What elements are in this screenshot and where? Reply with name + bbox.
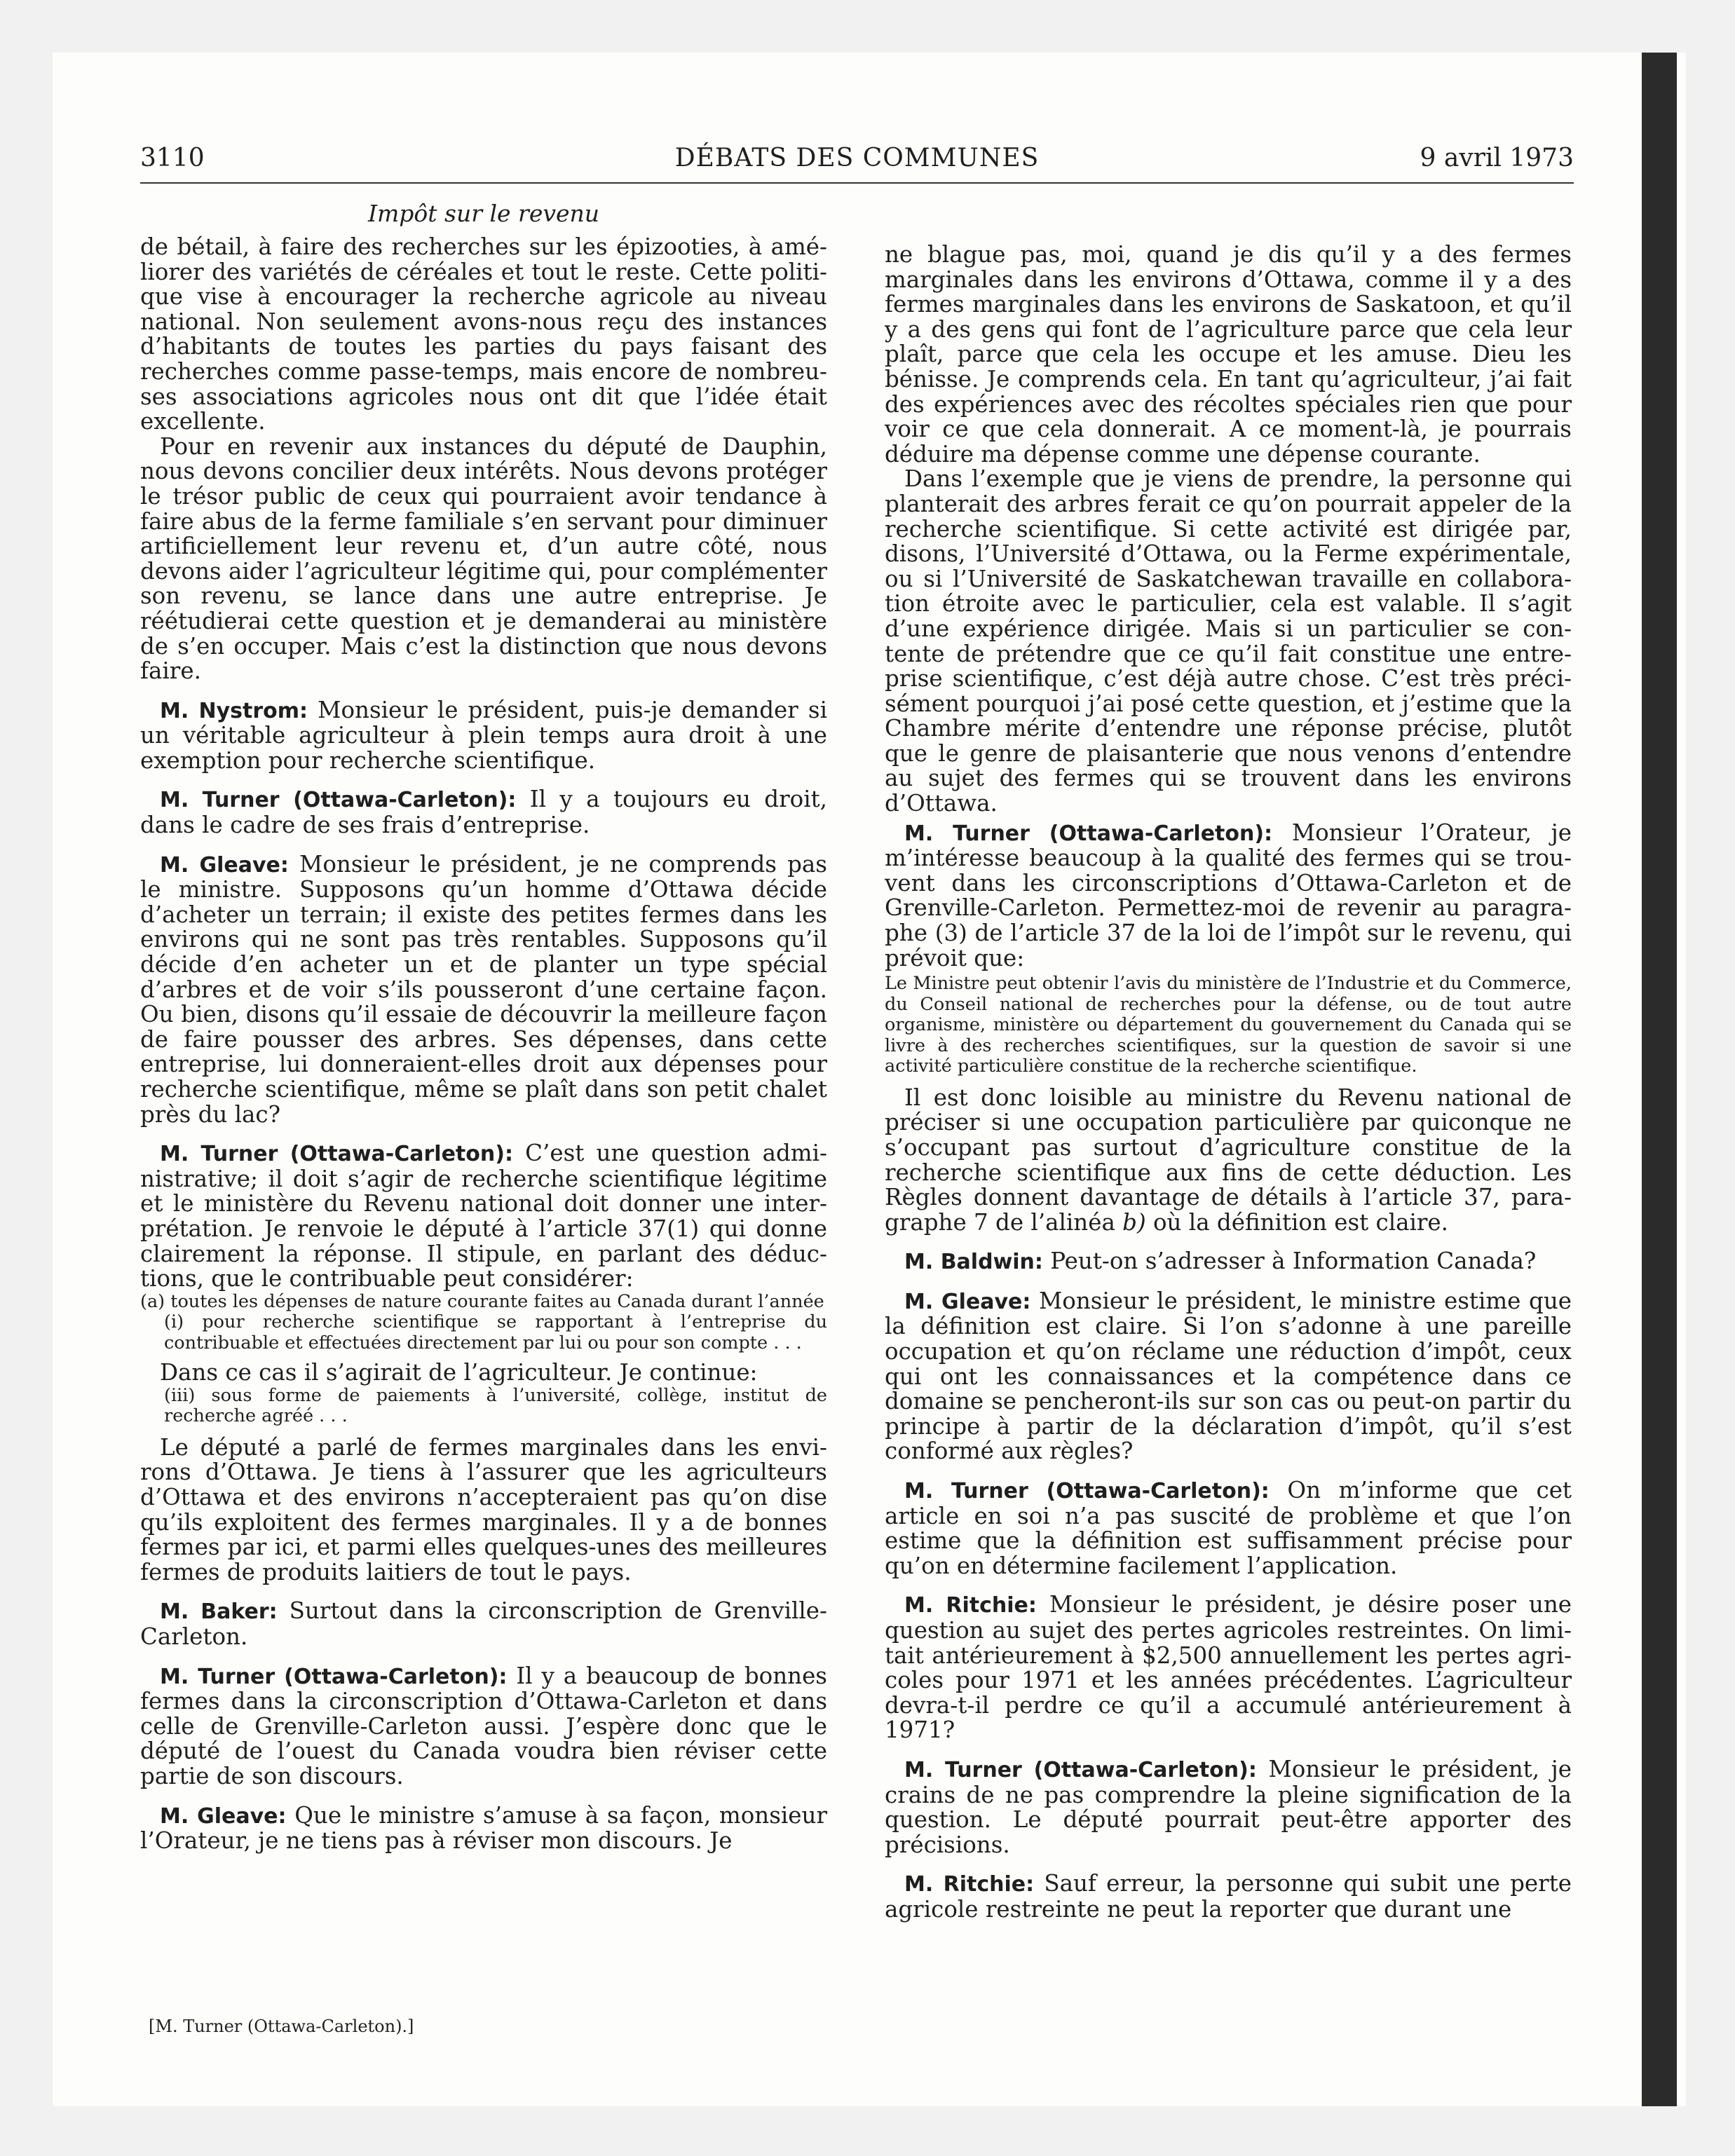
scan-edge-shadow	[1642, 53, 1677, 2106]
speaker-name: M. Baker:	[160, 1599, 278, 1625]
statute-quote: (a) toutes les dépenses de nature courante faites au Canada durant l’année	[140, 1290, 824, 1312]
speech	[885, 1871, 1572, 1922]
speaker-name: M. Turner (Ottawa-Carleton):	[904, 1757, 1257, 1782]
speaker-name: M. Turner (Ottawa-Carleton):	[160, 1664, 508, 1689]
speech-text: Il y a beaucoup de bonnes fermes dans la circonscription d’Ottawa-Carleton et dans celle de Grenville-Carleton aussi. J’espère donc que le député de l’ouest du Canada voudra bien réviser cette partie de son discours.	[140, 1662, 827, 1789]
paragraph: de bétail, à faire des recherches sur les épizooties, à améliorer des variétés de céréales et tout le reste. Cette politique vise à encourager la recherche agricole au niveau national. Non seulement avons-nous reçu des instances d’habitants de toutes les parties du pays faisant des recherches comme passe-temps, mais encore de nombreuses associations agricoles nous ont dit que l’idée était excellente.	[140, 233, 827, 435]
speech	[885, 1592, 1572, 1743]
left-column	[140, 235, 827, 1854]
statute-quote: (iii) sous forme de paiements à l’université, collège, institut de recherche agréé . . .	[164, 1384, 827, 1427]
publication-title: DÉBATS DES COMMUNES	[674, 144, 1040, 172]
speech-text: Que le ministre s’amuse à sa façon, monsieur l’Orateur, je ne tiens pas à réviser mon discours. Je	[140, 1801, 827, 1855]
speech-text: C’est une question administrative; il doit s’agir de recherche scientifique légitime et le ministère du Revenu national doit donner une interprétation. Je renvoie le député à l’article 37(1) qui donne clairement la réponse. Il stipule, en parlant des déductions, que le contribuable peut considérer:	[140, 1140, 827, 1292]
speaker-name: M. Turner (Ottawa-Carleton):	[160, 1142, 513, 1167]
speaker-name: M. Ritchie:	[904, 1593, 1037, 1618]
page-header	[140, 144, 1574, 184]
speaker-name: M. Gleave:	[904, 1289, 1031, 1314]
right-column	[885, 243, 1572, 1923]
speaker-name: M. Turner (Ottawa-Carleton):	[160, 788, 517, 813]
speech	[140, 1141, 827, 1292]
speech-text: Monsieur le président, je crains de ne pas comprendre la pleine signification de la question. Le député pourrait peut-être apporter des précisions.	[885, 1755, 1572, 1858]
issue-date: 9 avril 1973	[1420, 144, 1574, 172]
speech	[140, 1803, 827, 1854]
speech	[140, 787, 827, 838]
speech	[140, 698, 827, 774]
speaker-name: M. Ritchie:	[904, 1872, 1035, 1897]
speaker-name: M. Nystrom:	[160, 698, 308, 723]
paragraph: Dans ce cas il s’agirait de l’agriculteur. Je continue:	[160, 1359, 758, 1386]
speaker-name: M. Turner (Ottawa-Carleton):	[904, 1479, 1270, 1504]
speech	[885, 1249, 1572, 1275]
speech-text: Il y a toujours eu droit, dans le cadre de ses frais d’entreprise.	[140, 786, 827, 839]
speech-text: Peut-on s’adresser à Information Canada?	[1042, 1248, 1537, 1275]
paragraph: Pour en revenir aux instances du député de Dauphin, nous devons concilier deux intérêts. Nous devons protéger le trésor public de ceux qui pourraient avoir tendance à faire abus de la ferme familiale s’en servant pour diminuer artificiellement leur revenu et, d’un autre côté, nous devons aider l’agriculteur légitime qui, pour complémenter son revenu, se lance dans une autre entreprise. Je réétudierai cette question et je demanderai au ministère de s’en occuper. Mais c’est la distinction que nous devons faire.	[140, 432, 827, 685]
speech-text: On m’informe que cet article en soi n’a pas suscité de problème et que l’on estime que la définition est suffisamment précise pour qu’on en détermine facilement l’application.	[885, 1477, 1572, 1579]
paragraph-ref: b)	[1122, 1208, 1146, 1236]
running-head: Impôt sur le revenu	[367, 200, 600, 227]
speaker-name: M. Turner (Ottawa-Carleton):	[904, 821, 1273, 846]
statute-quote: (i) pour recherche scientifique se rapportant à l’entreprise du contribuable et effectuées directement par lui ou pour son compte . . .	[164, 1311, 827, 1353]
speech	[885, 1757, 1572, 1857]
paragraph-text: Il est donc loisible au ministre du Revenu national de préciser si une occupation particulière par quiconque ne s’occupant pas surtout d’agriculture constitue de la recherche scientifique aux fins de cette déduction. Les Règles donnent davantage de détails à l’article 37, paragraphe 7 de l’alinéa	[885, 1084, 1572, 1236]
paragraph-text: où la définition est claire.	[1145, 1208, 1448, 1236]
speech	[885, 1289, 1572, 1464]
speech-text: Surtout dans la circonscription de Grenville-Carleton.	[140, 1597, 827, 1650]
speech	[885, 1478, 1572, 1578]
statute-quote: Le Ministre peut obtenir l’avis du ministère de l’Industrie et du Commerce, du Conseil national de recherches pour la défense, ou de tout autre organisme, ministère ou département du gouvernement du Canada qui se livre à des recherches scientifiques, sur la question de savoir si une activité particulière constitue de la recherche scientifique.	[885, 973, 1572, 1077]
speech	[140, 1599, 827, 1649]
speaker-footnote: [M. Turner (Ottawa-Carleton).]	[149, 2017, 414, 2036]
speaker-name: M. Baldwin:	[904, 1250, 1043, 1275]
speech-text: Sauf erreur, la personne qui subit une perte agricole restreinte ne peut la reporter que durant une	[885, 1870, 1572, 1923]
paragraph: Dans l’exemple que je viens de prendre, la personne qui planterait des arbres ferait ce qu’on pourrait appeler de la recherche scientifique. Si cette activité est dirigée par, disons, l’Université d’Ottawa, ou la Ferme expérimentale, ou si l’Université de Saskatchewan travaille en collaboration étroite avec le particulier, cela est valable. Il s’agit d’une expérience dirigée. Mais si un particulier se contente de prétendre que ce qu’il fait constitue une entreprise scientifique, c’est déjà autre chose. C’est très précisément pourquoi j’ai posé cette question, et j’estime que la Chambre mérite d’entendre une réponse précise, plutôt que le genre de plaisanterie que nous venons d’entendre au sujet des fermes qui se trouvent dans les environs d’Ottawa.	[885, 465, 1572, 817]
paragraph: Le député a parlé de fermes marginales dans les environs d’Ottawa. Je tiens à l’assurer que les agriculteurs d’Ottawa et des environs n’accepteraient pas qu’on dise qu’ils exploitent des fermes marginales. Il y a de bonnes fermes par ici, et parmi elles quelques-unes des meilleures fermes de produits laitiers de tout le pays.	[140, 1433, 827, 1585]
speech-text: Monsieur le président, je ne comprends pas le ministre. Supposons qu’un homme d’Ottawa décide d’acheter un terrain; il existe des petites fermes dans les environs qui ne sont pas très rentables. Supposons qu’il décide d’en acheter un et de planter un type spécial d’arbres et de voir s’ils pousseront d’une certaine façon. Ou bien, disons qu’il essaie de découvrir la meilleure façon de faire pousser des arbres. Ses dépenses, dans cette entreprise, lui donneraient-elles droit aux dépenses pour recherche scientifique, même se plaît dans son petit chalet près du lac?	[140, 850, 827, 1128]
speaker-name: M. Gleave:	[160, 852, 289, 878]
speech-text: Monsieur le président, le ministre estime que la définition est claire. Si l’on s’adonne à une pareille occupation et qu’on réclame une réduction d’impôt, ceux qui ont les connaissances et la compétence dans ce domaine se pencheront-ils sur son cas ou peut-on partir du principe à partir de la déclaration d’impôt, qu’il s’est conformé aux règles?	[885, 1287, 1572, 1465]
speech	[140, 1664, 827, 1789]
paragraph	[885, 1086, 1572, 1236]
speaker-name: M. Gleave:	[160, 1803, 287, 1829]
speech	[140, 852, 827, 1128]
speech-text: Monsieur le président, je désire poser une question au sujet des pertes agricoles restreintes. On limitait antérieurement à $2,500 annuellement les pertes agricoles pour 1971 et les années précédentes. L’agriculteur devra-t-il perdre ce qu’il a accumulé antérieurement à 1971?	[885, 1591, 1572, 1744]
page-number: 3110	[140, 144, 205, 172]
speech-text: Monsieur le président, puis-je demander si un véritable agriculteur à plein temps aura droit à une exemption pour recherche scientifique.	[140, 696, 827, 774]
speech	[885, 821, 1572, 971]
speech-text: Monsieur l’Orateur, je m’intéresse beaucoup à la qualité des fermes qui se trouvent dans les circonscriptions d’Ottawa-Carleton et de Grenville-Carleton. Permettez-moi de revenir au paragraphe (3) de l’article 37 de la loi de l’impôt sur le revenu, qui prévoit que:	[885, 819, 1572, 971]
paragraph: ne blague pas, moi, quand je dis qu’il y a des fermes marginales dans les environs d’Ottawa, comme il y a des fermes marginales dans les environs de Saskatoon, et qu’il y a des gens qui font de l’agriculture parce que cela leur plaît, parce que cela les occupe et les amuse. Dieu les bénisse. Je comprends cela. En tant qu’agriculteur, j’ai fait des expériences avec des récoltes spéciales rien que pour voir ce que cela donnerait. A ce moment-là, je pourrais déduire ma dépense comme une dépense courante.	[885, 241, 1572, 468]
